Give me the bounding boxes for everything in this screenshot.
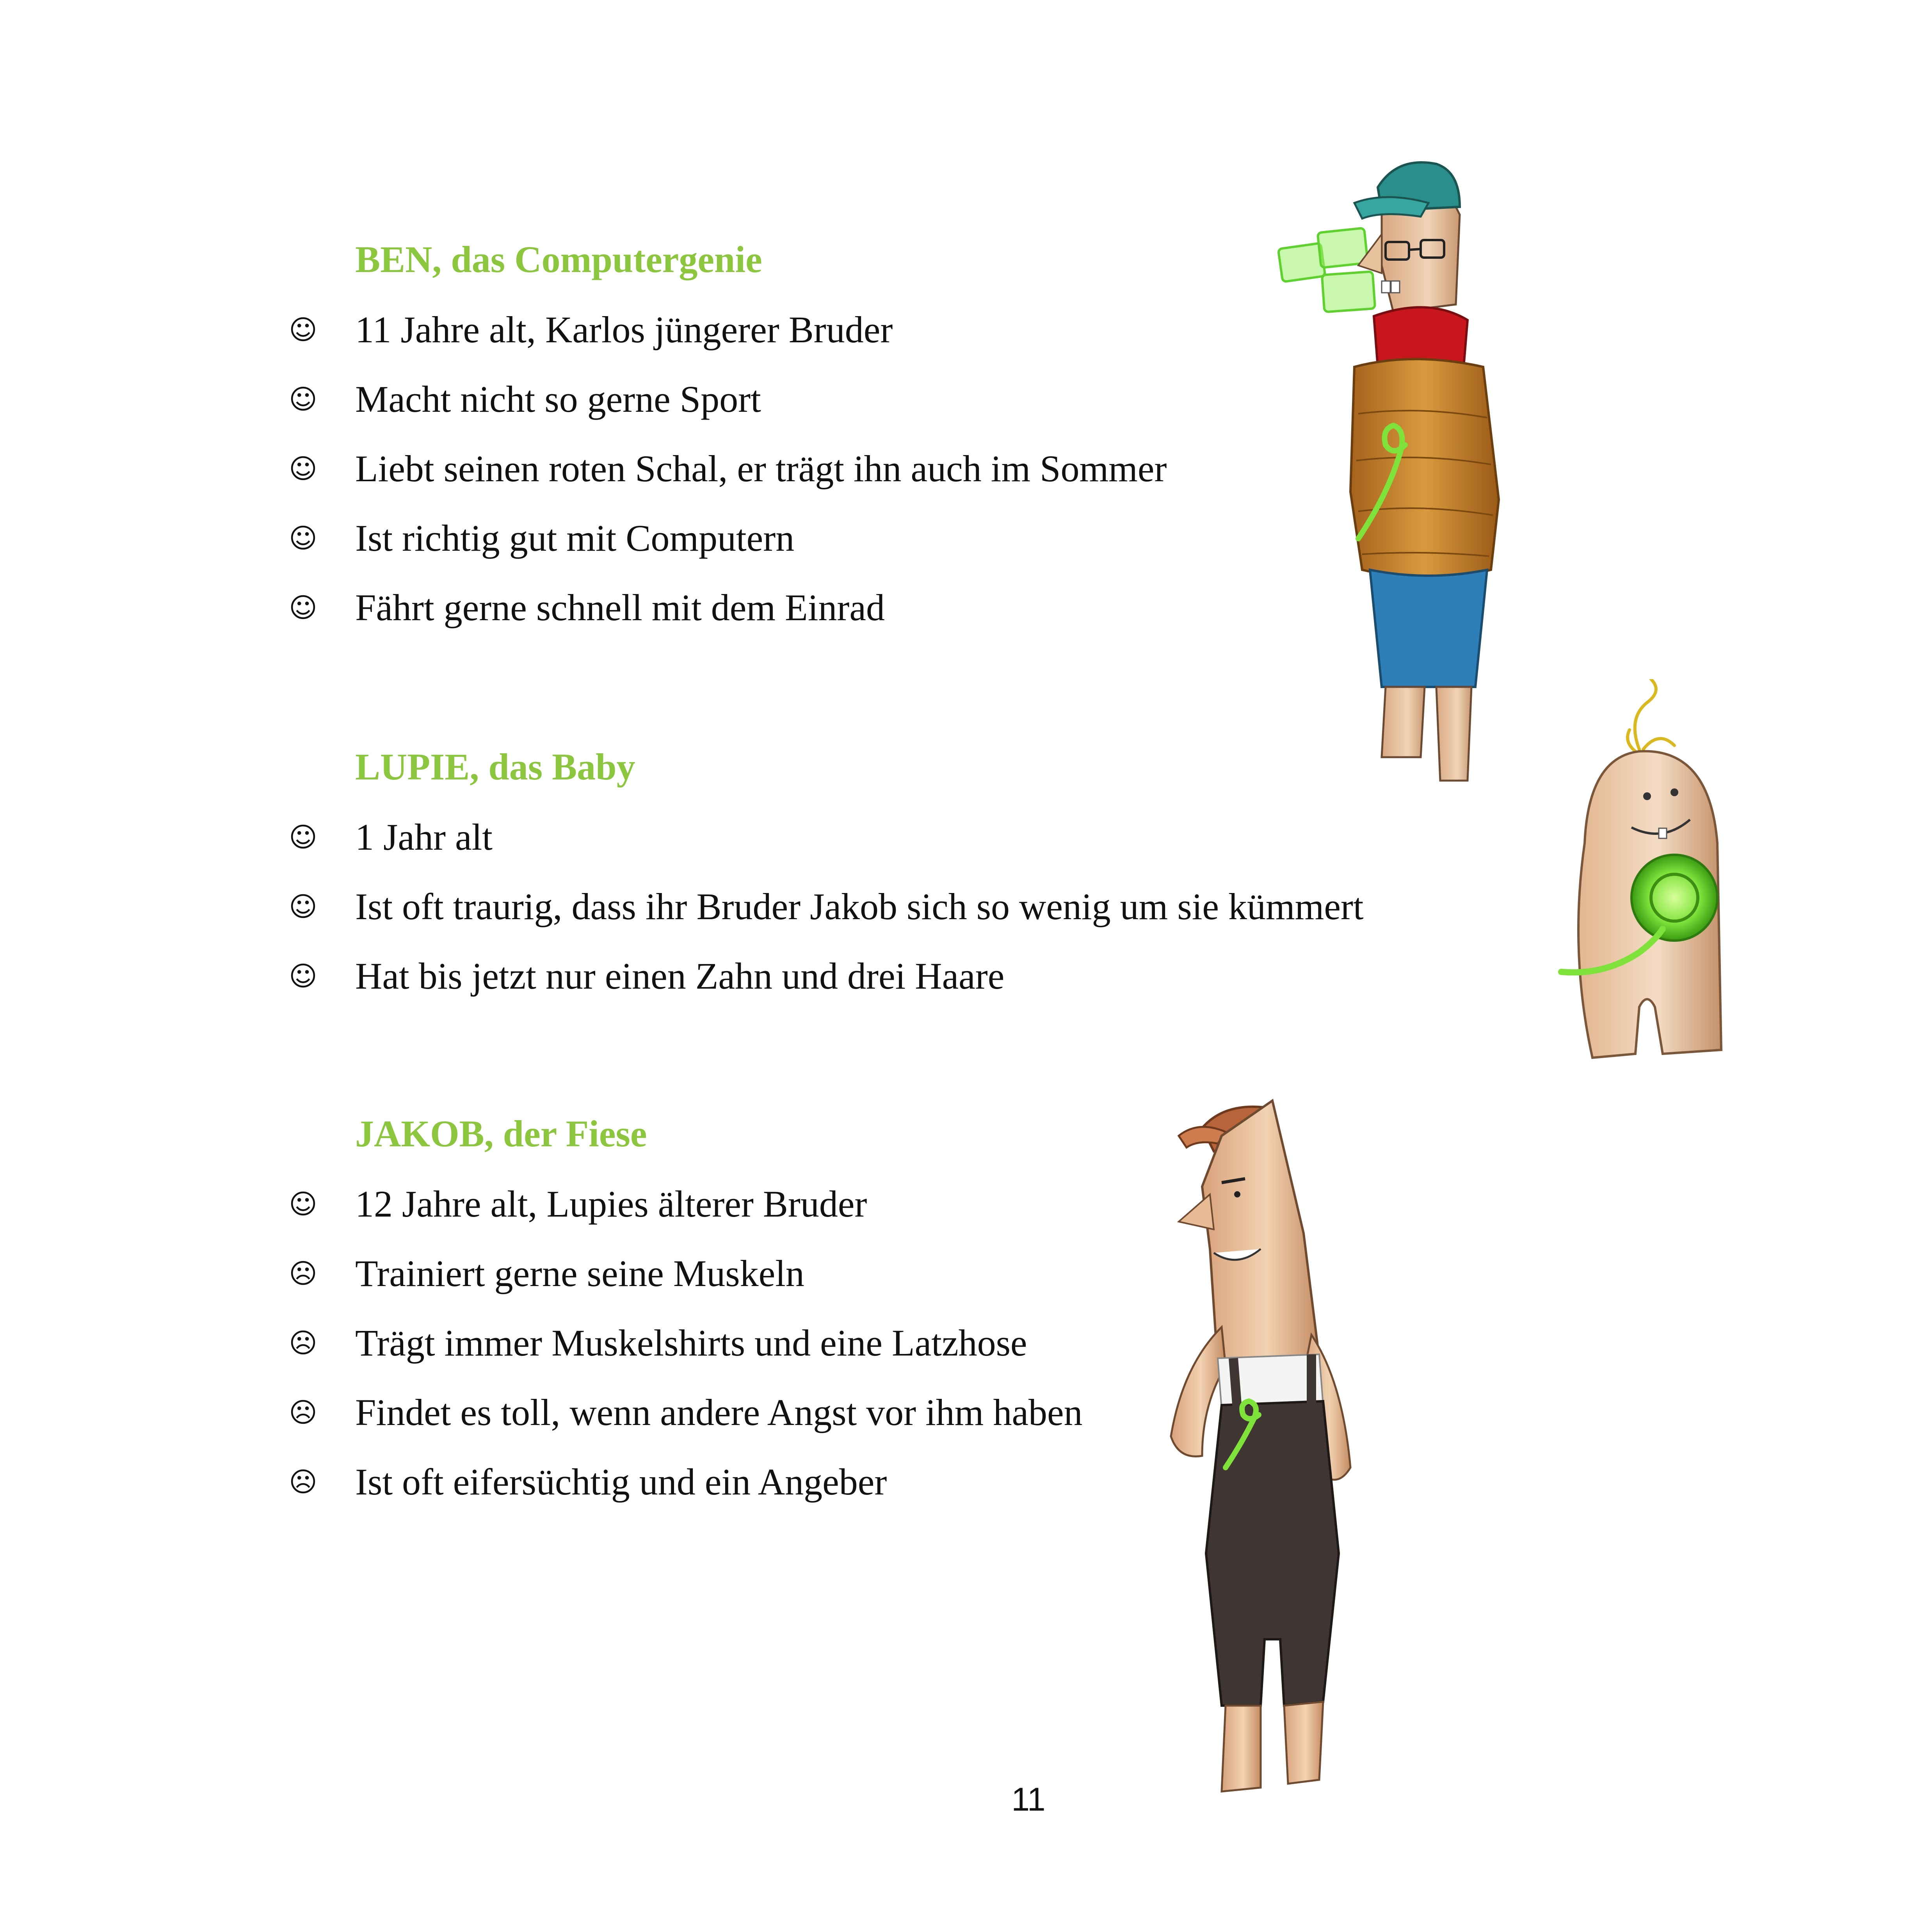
list-item-text: Hat bis jetzt nur einen Zahn und drei Haare (355, 955, 1005, 997)
list-item-text: Fährt gerne schnell mit dem Einrad (355, 587, 885, 628)
jakob-character-illustration (1155, 1085, 1421, 1803)
section-heading: JAKOB, der Fiese (355, 1113, 647, 1155)
list-item (289, 584, 885, 631)
smiley-sad-icon: ☹ (289, 1258, 317, 1290)
list-item-text: 1 Jahr alt (355, 816, 493, 858)
list-item (289, 814, 493, 861)
page-number: 11 (1011, 1781, 1046, 1818)
list-item (289, 306, 893, 353)
list-item (289, 376, 761, 423)
list-item-text: Macht nicht so gerne Sport (355, 378, 761, 420)
list-item-text: Trainiert gerne seine Muskeln (355, 1252, 804, 1294)
section-heading: LUPIE, das Baby (355, 746, 635, 788)
ben-character-illustration (1265, 148, 1538, 796)
list-item-text: Liebt seinen roten Schal, er trägt ihn auch im Sommer (355, 448, 1167, 489)
smiley-happy-icon: ☺ (289, 383, 317, 415)
list-item-text: Ist richtig gut mit Computern (355, 517, 795, 559)
smiley-happy-icon: ☺ (289, 314, 317, 346)
list-item (289, 953, 1004, 1000)
lupie-drawing (1546, 679, 1764, 1077)
smiley-sad-icon: ☹ (289, 1327, 317, 1359)
smiley-happy-icon: ☺ (289, 1188, 317, 1220)
smiley-happy-icon: ☺ (289, 821, 317, 853)
smiley-sad-icon: ☹ (289, 1466, 317, 1498)
ben-drawing (1265, 148, 1538, 796)
jakob-drawing (1155, 1085, 1421, 1803)
list-item-text: Ist oft traurig, dass ihr Bruder Jakob sich so wenig um sie kümmert (355, 886, 1364, 927)
list-item (289, 1320, 1027, 1366)
list-item (289, 883, 1364, 930)
list-item-text: Ist oft eifersüchtig und ein Angeber (355, 1461, 887, 1503)
list-item-text: 12 Jahre alt, Lupies älterer Bruder (355, 1183, 867, 1225)
smiley-happy-icon: ☺ (289, 592, 317, 624)
smiley-happy-icon: ☺ (289, 453, 317, 485)
list-item (289, 1250, 804, 1297)
smiley-happy-icon: ☺ (289, 960, 317, 992)
list-item-text: Trägt immer Muskelshirts und eine Latzhose (355, 1322, 1027, 1364)
list-item-text: 11 Jahre alt, Karlos jüngerer Bruder (355, 309, 893, 350)
list-item (289, 445, 1167, 492)
lupie-character-illustration (1546, 679, 1764, 1077)
list-item-text: Findet es toll, wenn andere Angst vor ihm haben (355, 1391, 1083, 1433)
list-item (289, 1389, 1083, 1436)
list-item (289, 1459, 887, 1505)
list-item (289, 1181, 867, 1228)
list-item (289, 515, 794, 562)
smiley-happy-icon: ☺ (289, 522, 317, 554)
smiley-sad-icon: ☹ (289, 1397, 317, 1429)
section-heading: BEN, das Computergenie (355, 238, 762, 280)
smiley-happy-icon: ☺ (289, 891, 317, 923)
